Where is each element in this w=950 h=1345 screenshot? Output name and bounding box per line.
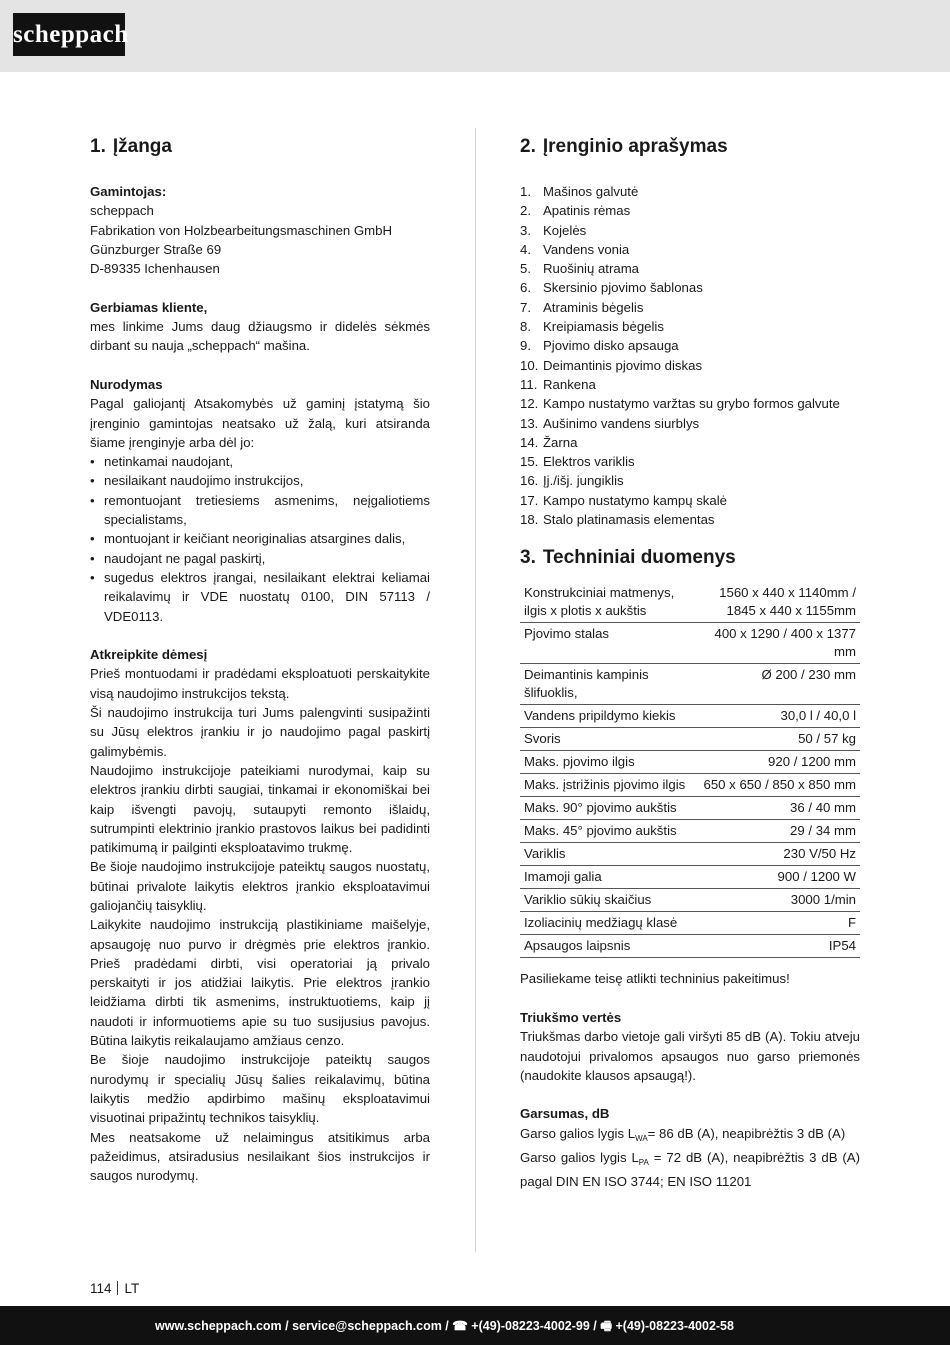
parts-list-number: 1. bbox=[520, 184, 531, 199]
parts-list-text: Žarna bbox=[543, 434, 578, 450]
parts-list-text: Aušinimo vandens siurblys bbox=[543, 415, 700, 431]
parts-list-number: 18. bbox=[520, 512, 539, 528]
parts-list-item bbox=[520, 414, 860, 433]
manufacturer-line: Günzburger Straße 69 bbox=[90, 241, 222, 257]
parts-list-item bbox=[520, 221, 860, 240]
parts-list-item bbox=[520, 336, 860, 355]
parts-list-text: Kampo nustatymo varžtas su grybo formos galvute bbox=[543, 396, 840, 412]
parts-list-text: Deimantinis pjovimo diskas bbox=[543, 357, 703, 373]
header-band bbox=[0, 0, 950, 72]
parts-list-text: Stalo platinamasis elementas bbox=[543, 512, 715, 528]
spec-label: Maks. 45° pjovimo aukštis bbox=[520, 820, 698, 843]
table-row bbox=[520, 728, 860, 751]
liability-bullet-list bbox=[90, 452, 430, 626]
parts-list-number: 7. bbox=[520, 299, 531, 315]
spec-value: 900 / 1200 W bbox=[698, 866, 860, 889]
table-row bbox=[520, 582, 860, 623]
table-row bbox=[520, 912, 860, 935]
parts-list-number: 14. bbox=[520, 434, 539, 450]
page-number: 114 bbox=[90, 1281, 112, 1296]
left-column bbox=[90, 128, 430, 1185]
attention-paragraph: Be šioje naudojimo instrukcijoje pateiktų saugos nurodymų ir specialių Jūsų šalies reikalavimų, būtina laikytis medžio apdirbimo mašinų eksploatavimui visuotinai pripažintų technikos taisyklių. bbox=[90, 1052, 430, 1126]
parts-list-number: 16. bbox=[520, 473, 539, 489]
notice-heading: Nurodymas bbox=[90, 376, 163, 392]
parts-list-number: 2. bbox=[520, 203, 531, 219]
greeting-heading: Gerbiamas kliente, bbox=[90, 299, 208, 315]
spec-value: 29 / 34 mm bbox=[698, 820, 860, 843]
table-row bbox=[520, 889, 860, 912]
column-divider bbox=[475, 128, 476, 1252]
spec-label: Maks. pjovimo ilgis bbox=[520, 751, 698, 774]
table-row bbox=[520, 843, 860, 866]
bullet-item: • sugedus elektros įrangai, nesilaikant elektrai keliamai reikalavimų ir VDE nuostatų 0100, DIN 57113 / VDE0113. bbox=[90, 568, 430, 626]
table-row bbox=[520, 774, 860, 797]
parts-list-item bbox=[520, 201, 860, 220]
manufacturer-line: scheppach bbox=[90, 203, 154, 219]
spec-value: Ø 200 / 230 mm bbox=[698, 664, 860, 705]
parts-list-text: Vandens vonia bbox=[543, 241, 630, 257]
spec-value: 1560 x 440 x 1140mm / 1845 x 440 x 1155mm bbox=[698, 582, 860, 623]
spec-label: Konstrukciniai matmenys, ilgis x plotis x aukštis bbox=[520, 582, 698, 623]
table-row bbox=[520, 664, 860, 705]
bullet-item: • netinkamai naudojant, bbox=[90, 452, 430, 471]
parts-list-number: 11. bbox=[520, 376, 538, 392]
parts-list-text: Įj./išj. jungiklis bbox=[543, 473, 624, 489]
contact-footer-band bbox=[0, 1306, 950, 1345]
parts-list-number: 15. bbox=[520, 454, 539, 470]
bullet-item: • naudojant ne pagal paskirtį, bbox=[90, 549, 430, 568]
scheppach-logo: scheppach bbox=[13, 13, 125, 56]
spec-label: Apsaugos laipsnis bbox=[520, 935, 698, 958]
spec-label: Maks. 90° pjovimo aukštis bbox=[520, 797, 698, 820]
parts-list-item bbox=[520, 240, 860, 259]
bullet-item: • nesilaikant naudojimo instrukcijos, bbox=[90, 471, 430, 490]
spec-label: Deimantinis kampinis šlifuoklis, bbox=[520, 664, 698, 705]
notice-text: Pagal galiojantį Atsakomybės už gaminį įstatymą šio įrenginio gamintojas neatsako už žalą, kuri atsiranda šiame įrenginyje arba dėl jo: bbox=[90, 396, 430, 450]
parts-list-item bbox=[520, 278, 860, 297]
sound-lwa: Garso galios lygis $L_{WA}= 86$ dB (A), neapibrėžtis 3 dB (A) bbox=[520, 1125, 846, 1143]
parts-list-text: Apatinis rėmas bbox=[543, 203, 631, 219]
parts-list-text: Kampo nustatymo kampų skalė bbox=[543, 492, 727, 508]
spec-value: 920 / 1200 mm bbox=[698, 751, 860, 774]
parts-list-number: 4. bbox=[520, 241, 531, 257]
parts-list-number: 9. bbox=[520, 338, 531, 354]
spec-label: Izoliacinių medžiagų klasė bbox=[520, 912, 698, 935]
language-code: LT bbox=[124, 1281, 140, 1296]
parts-list-number: 8. bbox=[520, 319, 531, 335]
spec-value: 50 / 57 kg bbox=[698, 728, 860, 751]
spec-value: 400 x 1290 / 400 x 1377 mm bbox=[698, 623, 860, 664]
parts-list-item bbox=[520, 433, 860, 452]
table-row bbox=[520, 751, 860, 774]
spec-label: Pjovimo stalas bbox=[520, 623, 698, 664]
attention-paragraph: Ši naudojimo instrukcija turi Jums palengvinti susipažinti su Jūsų elektros įrankiu ir jo naudojimo pagal paskirtį galimybėmis. bbox=[90, 705, 430, 759]
parts-list-text: Kojelės bbox=[543, 222, 587, 238]
parts-list-item bbox=[520, 317, 860, 336]
parts-list-item bbox=[520, 394, 860, 413]
parts-list-item bbox=[520, 452, 860, 471]
parts-list-text: Pjovimo disko apsauga bbox=[543, 338, 679, 354]
sound-lpa: Garso galios lygis $L_{PA} = 72$ dB (A), neapibrėžtis 3 dB (A) pagal DIN EN ISO 3744; EN ISO 11201 bbox=[520, 1150, 860, 1190]
contact-info: www.scheppach.com / service@scheppach.com / ☎ +(49)-08223-4002-99 / 🖷 +(49)-08223-4002-58 bbox=[155, 1319, 734, 1333]
greeting-text: mes linkime Jums daug džiaugsmo ir didelės sėkmės dirbant su nauja „scheppach“ mašina. bbox=[90, 319, 430, 354]
parts-list-item bbox=[520, 182, 860, 201]
parts-list-number: 6. bbox=[520, 280, 531, 296]
section-1-title: 1. Įžanga bbox=[90, 136, 172, 157]
attention-paragraph: Naudojimo instrukcijoje pateikiami nurodymai, kaip su elektros įrankiu dirbti saugiai, tinkamai ir ekonomiškai bei kaip išvengti pavojų, sutaupyti remonto išlaidų, sutrumpinti elektrinio įrankio prastovos laikus bei padidinti patikimumą ir pailginti eksploatavimo trukmę. bbox=[90, 762, 430, 856]
parts-list-text: Ruošinių atrama bbox=[543, 261, 640, 277]
attention-paragraph: Mes neatsakome už nelaimingus atsitikimus arba pažeidimus, atsiradusius nesilaikant šios instrukcijos ir saugos nurodymų. bbox=[90, 1129, 430, 1184]
tech-note: Pasiliekame teisę atlikti techninius pakeitimus! bbox=[520, 971, 790, 987]
section-3-title: 3. Techniniai duomenys bbox=[520, 547, 736, 569]
parts-list-number: 10. bbox=[520, 357, 539, 373]
parts-list-number: 12. bbox=[520, 396, 539, 412]
parts-list-item bbox=[520, 491, 860, 510]
spec-label: Vandens pripildymo kiekis bbox=[520, 705, 698, 728]
spec-value: 30,0 l / 40,0 l bbox=[698, 705, 860, 728]
table-row bbox=[520, 935, 860, 958]
spec-label: Maks. įstrižinis pjovimo ilgis bbox=[520, 774, 698, 797]
parts-list-text: Mašinos galvutė bbox=[543, 184, 639, 199]
spec-value: F bbox=[698, 912, 860, 935]
noise-text: Triukšmas darbo vietoje gali viršyti 85 dB (A). Tokiu atveju naudotojui privalomos apsaugos nuo garso priemonės (naudokite klausos apsaugą!). bbox=[520, 1029, 860, 1083]
sound-heading: Garsumas, dB bbox=[520, 1106, 610, 1122]
parts-list-item bbox=[520, 471, 860, 490]
section-2-title: 2. Įrenginio aprašymas bbox=[520, 136, 728, 157]
table-row bbox=[520, 705, 860, 728]
page-footer bbox=[90, 1281, 139, 1296]
parts-list-text: Skersinio pjovimo šablonas bbox=[543, 280, 703, 296]
parts-list-number: 13. bbox=[520, 415, 539, 431]
spec-value: 230 V/50 Hz bbox=[698, 843, 860, 866]
table-row bbox=[520, 866, 860, 889]
spec-label: Variklio sūkių skaičius bbox=[520, 889, 698, 912]
table-row bbox=[520, 797, 860, 820]
parts-list-item bbox=[520, 375, 860, 394]
parts-list bbox=[520, 182, 860, 529]
spec-label: Variklis bbox=[520, 843, 698, 866]
parts-list-text: Atraminis bėgelis bbox=[543, 299, 644, 315]
manufacturer-line: D-89335 Ichenhausen bbox=[90, 261, 220, 277]
parts-list-item bbox=[520, 298, 860, 317]
table-row bbox=[520, 820, 860, 843]
technical-data-table bbox=[520, 582, 860, 958]
bullet-item: • remontuojant tretiesiems asmenims, neįgaliotiems specialistams, bbox=[90, 491, 430, 530]
spec-value: 36 / 40 mm bbox=[698, 797, 860, 820]
attention-paragraph: Be šioje naudojimo instrukcijoje pateiktų saugos nuostatų, būtinai privalote laikytis elektros įrankio eksploatavimui galiojančių taisyklių. bbox=[90, 859, 430, 913]
bullet-item: • montuojant ir keičiant neoriginalias atsargines dalis, bbox=[90, 529, 430, 548]
right-column bbox=[520, 128, 860, 1192]
parts-list-number: 5. bbox=[520, 261, 531, 277]
parts-list-item bbox=[520, 356, 860, 375]
attention-paragraph: Laikykite naudojimo instrukciją plastikiniame maišelyje, apsaugoję nuo purvo ir drėgmės prie elektros įrankio. Prieš pradėdami dirbti, visi operatoriai ją privalo perskaityti ir jos atidžiai laikytis. Prie elektros įrankio leidžiama dirbti tik asmenims, instruktuotiems, kaip jį naudoti ir informuotiems apie su tuo susijusius pavojus. Būtina laikytis reikalaujamo amžiaus cenzo. bbox=[90, 917, 430, 1049]
parts-list-item bbox=[520, 510, 860, 529]
parts-list-text: Rankena bbox=[543, 376, 596, 392]
spec-label: Svoris bbox=[520, 728, 698, 751]
parts-list-number: 3. bbox=[520, 222, 531, 238]
attention-heading: Atkreipkite dėmesį bbox=[90, 647, 208, 663]
spec-value: 3000 1/min bbox=[698, 889, 860, 912]
noise-heading: Triukšmo vertės bbox=[520, 1009, 622, 1025]
spec-value: 650 x 650 / 850 x 850 mm bbox=[698, 774, 860, 797]
attention-paragraph: Prieš montuodami ir pradėdami eksploatuoti perskaitykite visą naudojimo instrukcijos tekstą. bbox=[90, 666, 430, 701]
manufacturer-line: Fabrikation von Holzbearbeitungsmaschinen GmbH bbox=[90, 222, 392, 238]
spec-value: IP54 bbox=[698, 935, 860, 958]
parts-list-text: Kreipiamasis bėgelis bbox=[543, 319, 664, 335]
spec-label: Imamoji galia bbox=[520, 866, 698, 889]
parts-list-item bbox=[520, 259, 860, 278]
manufacturer-heading: Gamintojas: bbox=[90, 184, 167, 199]
parts-list-text: Elektros variklis bbox=[543, 454, 635, 470]
table-row bbox=[520, 623, 860, 664]
parts-list-number: 17. bbox=[520, 492, 539, 508]
